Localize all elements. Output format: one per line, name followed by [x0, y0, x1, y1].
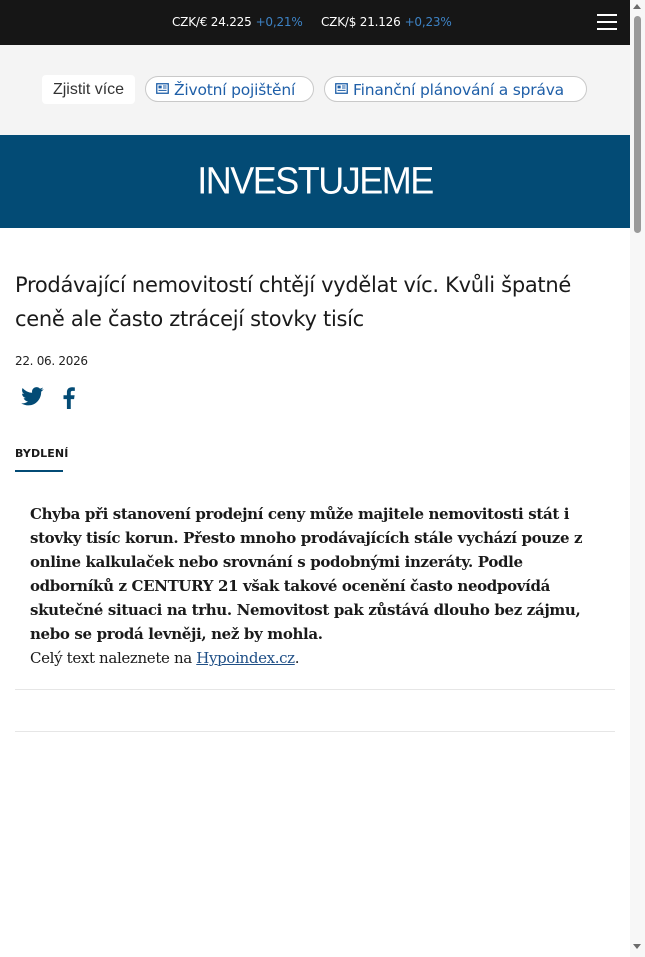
full-text-note — [30, 646, 299, 670]
article-title: Prodávající nemovitostí chtějí vydělat víc. Kvůli špatné ceně ale často ztrácejí stovky tisíc — [15, 273, 571, 331]
divider — [15, 689, 615, 690]
chip-label: Životní pojištění — [174, 81, 296, 99]
currency-ticker-bar — [0, 0, 630, 45]
article-lead: Chyba při stanovení prodejní ceny může majitele nemovitosti stát i stovky tisíc korun. Přesto mnoho prodávajících stále vychází pouze z online kalkulaček nebo srovnání s podobnými inzeráty. Podle odborníků z CENTURY 21 však takové ocenění často neodpovídá skutečné situaci na trhu. Nemovitost pak zůstává dlouho bez zájmu, nebo se prodá levněji, než by mohla. — [30, 505, 583, 643]
usd-rate — [321, 15, 452, 29]
hamburger-menu-icon[interactable] — [597, 13, 617, 31]
site-logo[interactable]: INVESTUJEME — [197, 158, 433, 202]
usd-rate-change: +0,23% — [404, 15, 452, 29]
category-tag[interactable]: BYDLENÍ — [15, 447, 69, 460]
hypoindex-link[interactable]: Hypoindex.cz — [196, 649, 295, 667]
newspaper-icon — [335, 76, 348, 102]
newspaper-icon — [156, 76, 169, 102]
chip-financial-planning[interactable] — [324, 76, 587, 102]
scroll-down-arrow-icon[interactable] — [633, 944, 641, 949]
chip-life-insurance[interactable] — [145, 76, 314, 102]
eur-rate — [172, 15, 303, 29]
divider — [15, 731, 615, 732]
chip-label: Finanční plánování a správa — [353, 81, 564, 99]
twitter-icon[interactable] — [21, 387, 44, 410]
facebook-icon[interactable] — [62, 387, 76, 413]
full-text-suffix: . — [294, 649, 300, 667]
usd-rate-label: CZK/$ 21.126 — [321, 15, 401, 29]
scrollbar-thumb[interactable] — [634, 16, 641, 233]
scroll-up-arrow-icon[interactable] — [633, 4, 641, 9]
eur-rate-label: CZK/€ 24.225 — [172, 15, 252, 29]
full-text-prefix: Celý text naleznete na — [30, 649, 197, 667]
learn-more-label: Zjistit více — [42, 75, 135, 104]
category-underline — [15, 470, 63, 472]
eur-rate-change: +0,21% — [255, 15, 303, 29]
article-date: 22. 06. 2026 — [15, 354, 88, 368]
